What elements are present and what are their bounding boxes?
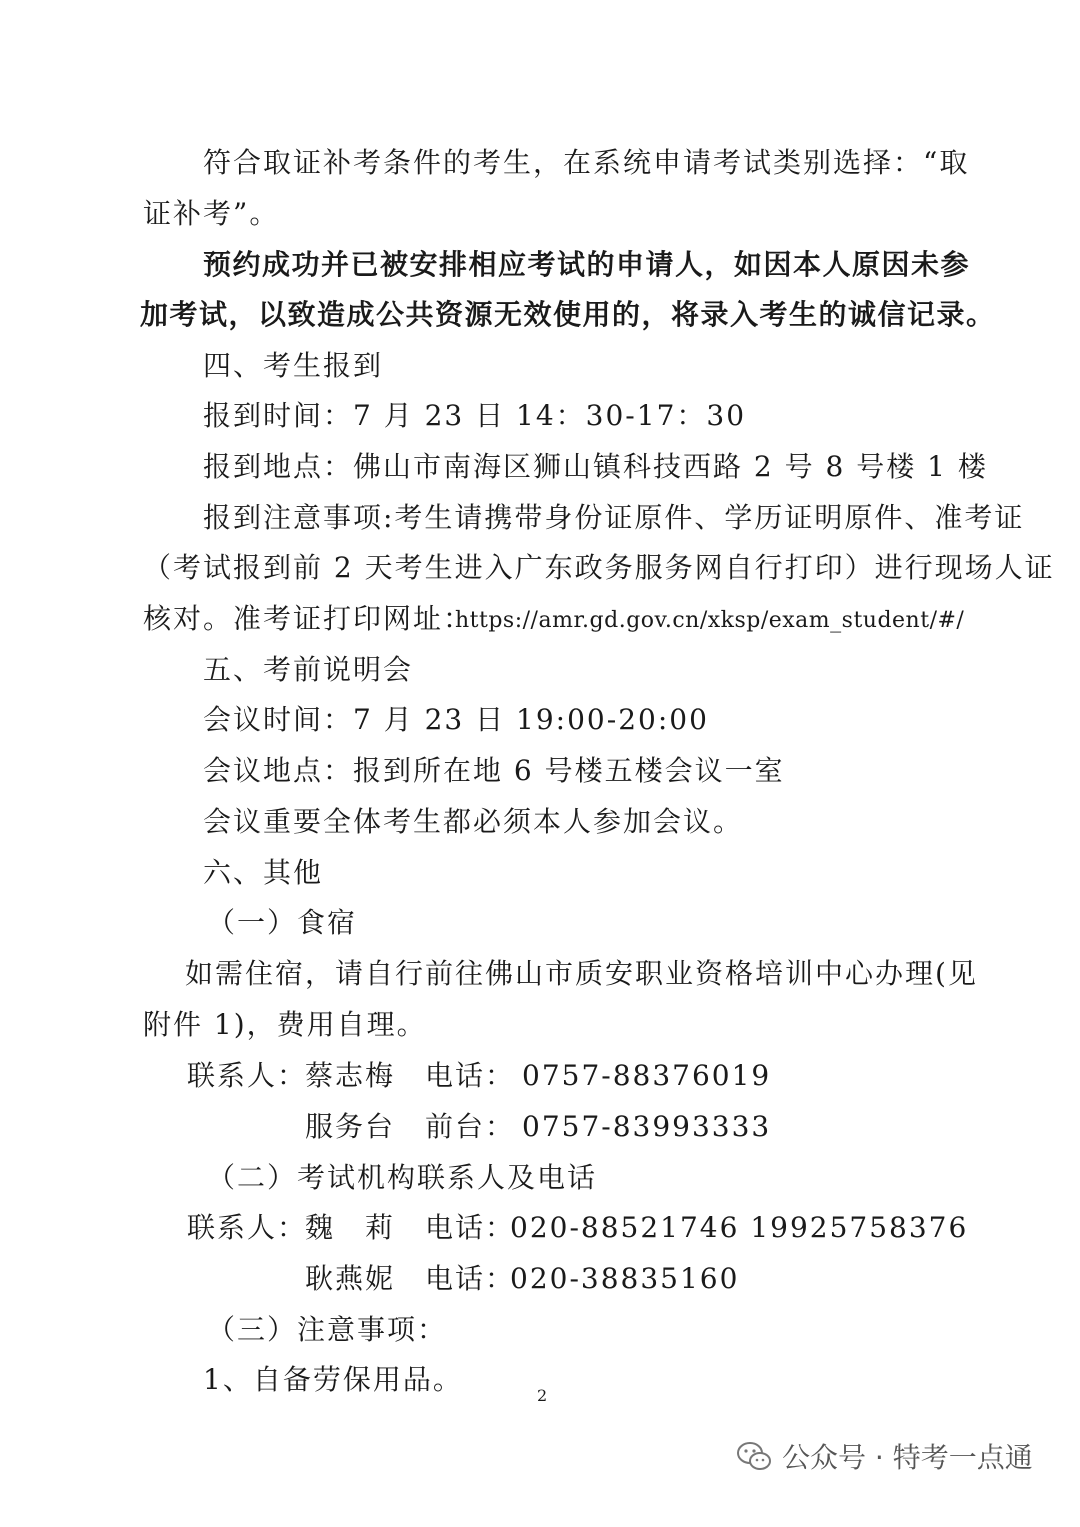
notice-line: 加考试，以致造成公共资源无效使用的，将录入考生的诚信记录。 bbox=[140, 298, 996, 331]
contact-name: 耿燕妮 bbox=[305, 1262, 396, 1295]
para-line: 证补考”。 bbox=[143, 197, 280, 230]
contact-name: 服务台 bbox=[305, 1110, 396, 1143]
contact-label: 联系人： bbox=[187, 1211, 308, 1244]
section-heading: 六、其他 bbox=[203, 856, 324, 889]
section-heading: 五、考前说明会 bbox=[203, 653, 414, 686]
page-number: 2 bbox=[537, 1386, 548, 1405]
contact-name: 蔡志梅 bbox=[305, 1059, 396, 1092]
para-line: 会议重要全体考生都必须本人参加会议。 bbox=[203, 805, 744, 838]
phone-number: 020-38835160 bbox=[510, 1262, 740, 1295]
para-line: 报到时间：7 月 23 日 14：30-17：30 bbox=[203, 399, 747, 432]
phone-label: 电话： bbox=[425, 1059, 516, 1092]
para-line: 报到地点：佛山市南海区狮山镇科技西路 2 号 8 号楼 1 楼 bbox=[203, 450, 988, 483]
contact-name: 魏 莉 bbox=[305, 1211, 396, 1244]
exam-ticket-url[interactable]: https://amr.gd.gov.cn/xksp/exam_student/#/ bbox=[455, 608, 965, 633]
phone-number: 020-88521746 19925758376 bbox=[510, 1211, 969, 1244]
subsection-heading: （二）考试机构联系人及电话 bbox=[207, 1161, 598, 1194]
wechat-icon bbox=[736, 1441, 772, 1471]
para-line: 会议时间：7 月 23 日 19:00-20:00 bbox=[203, 703, 709, 736]
subsection-heading: （一）食宿 bbox=[207, 906, 358, 939]
para-line: 1、自备劳保用品。 bbox=[203, 1363, 463, 1396]
watermark bbox=[736, 1432, 1033, 1480]
para-line: 附件 1)，费用自理。 bbox=[143, 1008, 427, 1041]
phone-label: 前台： bbox=[425, 1110, 516, 1143]
phone-label: 电话： bbox=[425, 1211, 516, 1244]
para-line: 如需住宿，请自行前往佛山市质安职业资格培训中心办理(见 bbox=[185, 957, 978, 990]
para-line: 报到注意事项:考生请携带身份证原件、学历证明原件、准考证 bbox=[203, 501, 1025, 534]
para-line: 会议地点：报到所在地 6 号楼五楼会议一室 bbox=[203, 754, 785, 787]
phone-label: 电话： bbox=[425, 1262, 516, 1295]
phone-number: 0757-83993333 bbox=[522, 1110, 772, 1143]
para-line: （考试报到前 2 天考生进入广东政务服务网自行打印）进行现场人证 bbox=[143, 551, 1055, 584]
phone-number: 0757-88376019 bbox=[522, 1059, 772, 1092]
subsection-heading: （三）注意事项： bbox=[207, 1313, 448, 1346]
notice-line: 预约成功并已被安排相应考试的申请人，如因本人原因未参 bbox=[203, 248, 971, 281]
contact-label: 联系人： bbox=[187, 1059, 308, 1092]
para-line: 符合取证补考条件的考生，在系统申请考试类别选择：“取 bbox=[203, 146, 970, 179]
watermark-text: 公众号 · 特考一点通 bbox=[782, 1441, 1033, 1474]
section-heading: 四、考生报到 bbox=[203, 349, 384, 382]
para-line: 核对。准考证打印网址： bbox=[143, 602, 474, 635]
